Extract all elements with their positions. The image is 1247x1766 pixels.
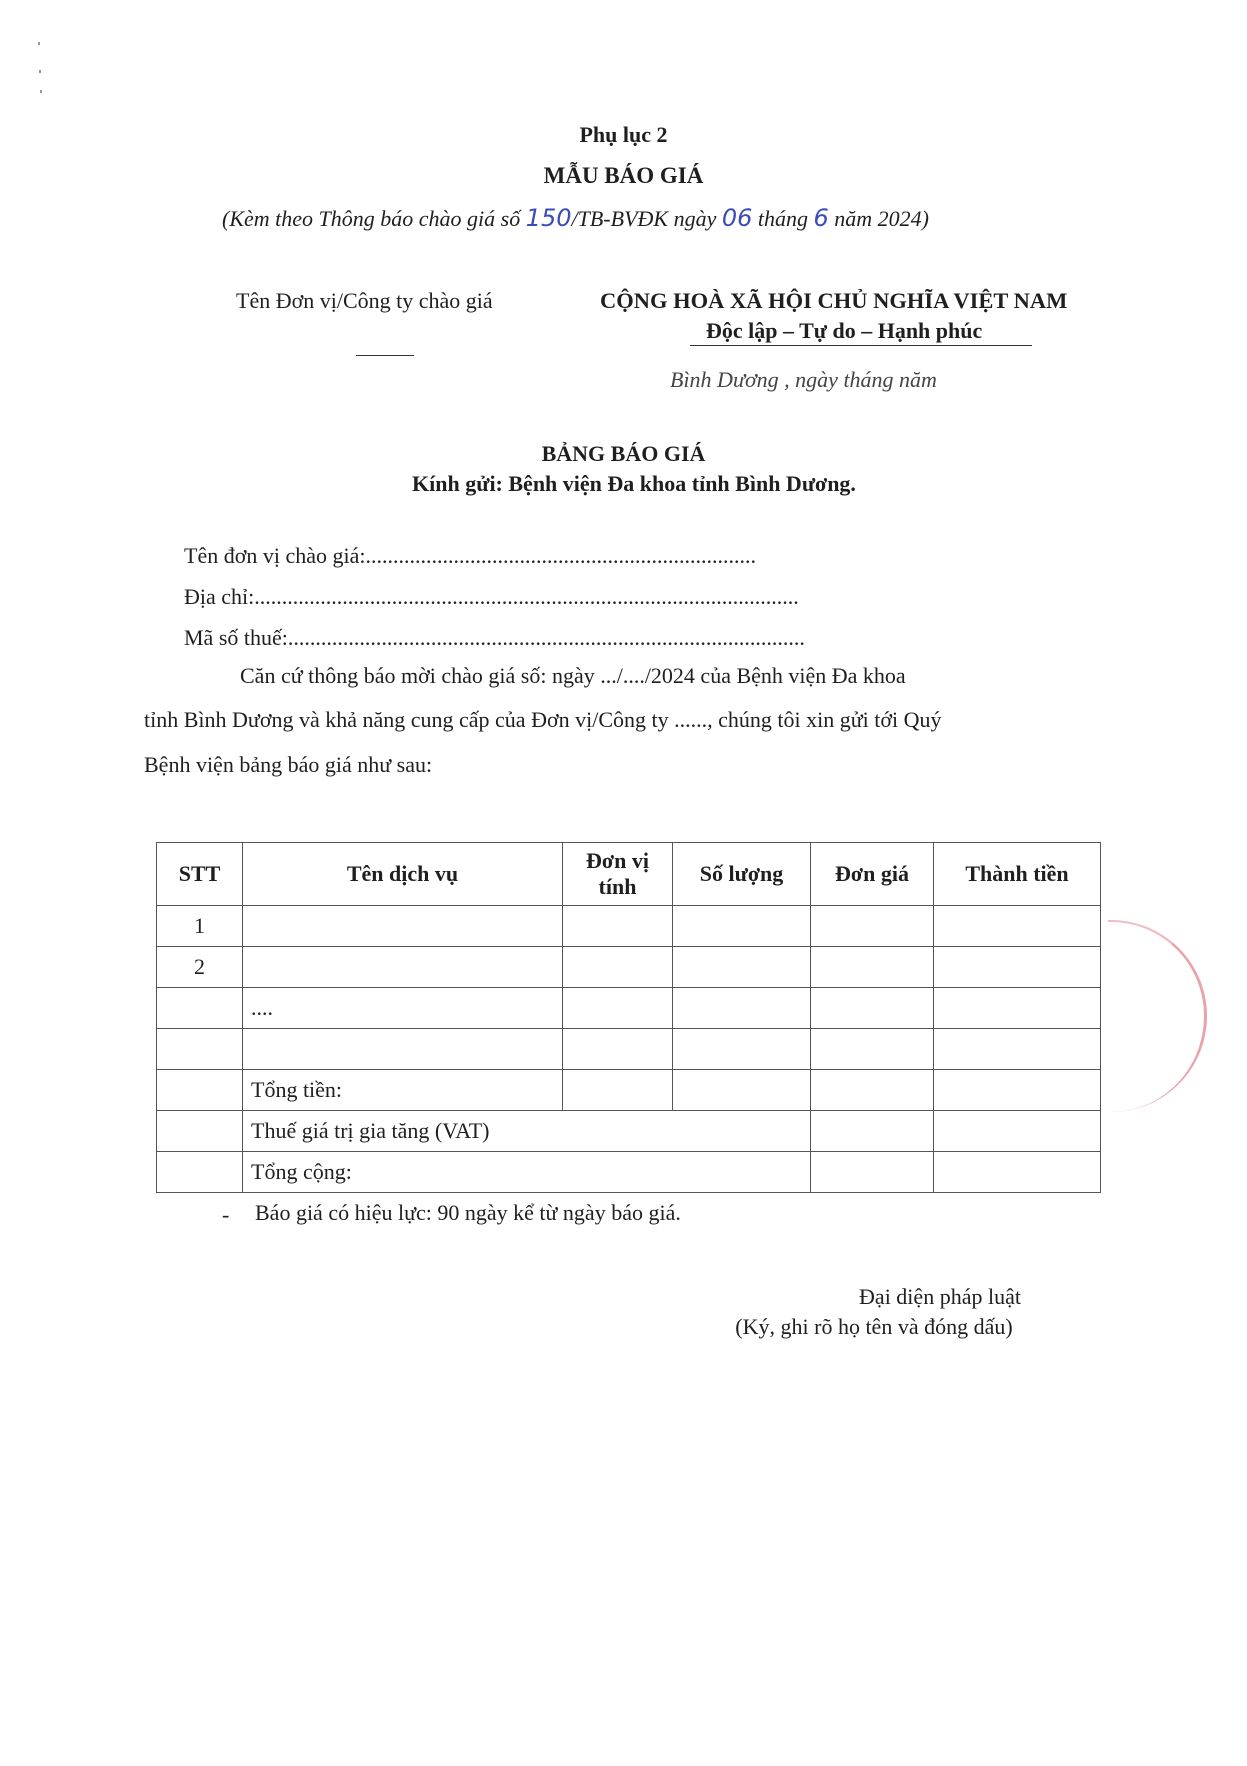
signature-instruction: (Ký, ghi rõ họ tên và đóng dấu) [735, 1314, 1013, 1339]
row-quantity [673, 988, 811, 1029]
unit-name-field: Tên đơn vị chào giá:....................................................................... [184, 543, 756, 568]
nation-title: CỘNG HOÀ XÃ HỘI CHỦ NGHĨA VIỆT NAM [600, 288, 1068, 313]
total-amount [934, 1070, 1101, 1111]
row-amount [934, 947, 1101, 988]
row-unit [563, 1029, 673, 1070]
row-stt [157, 1029, 243, 1070]
handwritten-number: 150 [525, 204, 572, 232]
row-quantity [673, 906, 811, 947]
table-row [157, 1029, 1101, 1070]
header-service-name: Tên dịch vụ [243, 843, 563, 906]
address-field: Địa chỉ:................................................................................................... [184, 584, 799, 609]
form-title: MẪU BÁO GIÁ [543, 163, 704, 188]
vat-amount [934, 1111, 1101, 1152]
header-amount: Thành tiền [934, 843, 1101, 906]
body-line-2: tỉnh Bình Dương và khả năng cung cấp của Đơn vị/Công ty ......, chúng tôi xin gửi tới Quý [144, 707, 942, 732]
row-unit-price [811, 988, 934, 1029]
row-service-name [243, 906, 563, 947]
handwritten-month: 6 [813, 204, 829, 232]
row-unit [563, 988, 673, 1029]
signature-title: Đại diện pháp luật [859, 1284, 1021, 1309]
grand-total-row [157, 1152, 1101, 1193]
row-service-name [243, 1029, 563, 1070]
tax-code-field: Mã số thuế:.............................................................................................. [184, 625, 805, 650]
company-underline [356, 355, 414, 356]
header-unit-price: Đơn giá [811, 843, 934, 906]
row-service-name: .... [243, 988, 563, 1029]
body-line-1: Căn cứ thông báo mời chào giá số: ngày .../..../2024 của Bệnh viện Đa khoa [240, 663, 906, 688]
table-row [157, 906, 1101, 947]
total-label: Tổng tiền: [243, 1070, 563, 1111]
vat-unit-price [811, 1111, 934, 1152]
appendix-label: Phụ lục 2 [579, 122, 668, 147]
table-row [157, 988, 1101, 1029]
total-row [157, 1070, 1101, 1111]
validity-note: Báo giá có hiệu lực: 90 ngày kể từ ngày báo giá. [255, 1200, 681, 1225]
scan-speck [39, 70, 41, 73]
table-row [157, 947, 1101, 988]
grand-total-unit-price [811, 1152, 934, 1193]
row-stt: 2 [157, 947, 243, 988]
vat-stt [157, 1111, 243, 1152]
attachment-suffix: năm 2024) [834, 206, 930, 231]
row-unit-price [811, 947, 934, 988]
header-quantity: Số lượng [673, 843, 811, 906]
grand-total-amount [934, 1152, 1101, 1193]
attachment-prefix: (Kèm theo Thông báo chào giá số [222, 206, 521, 231]
vat-row [157, 1111, 1101, 1152]
row-amount [934, 906, 1101, 947]
body-line-3: Bệnh viện bảng báo giá như sau: [144, 752, 433, 777]
company-label: Tên Đơn vị/Công ty chào giá [236, 288, 493, 313]
row-quantity [673, 1029, 811, 1070]
row-unit-price [811, 906, 934, 947]
attachment-line [222, 204, 929, 232]
attachment-mid: /TB-BVĐK ngày [571, 206, 717, 231]
vat-label: Thuế giá trị gia tăng (VAT) [243, 1111, 811, 1152]
row-service-name [243, 947, 563, 988]
row-amount [934, 1029, 1101, 1070]
note-bullet: - [222, 1202, 230, 1227]
recipient-line: Kính gửi: Bệnh viện Đa khoa tỉnh Bình Dương. [412, 471, 856, 496]
scan-speck [40, 90, 42, 93]
total-quantity [673, 1070, 811, 1111]
stamp-fragment [1108, 920, 1207, 1112]
total-stt [157, 1070, 243, 1111]
place-date: Bình Dương , ngày tháng năm [670, 367, 937, 392]
row-amount [934, 988, 1101, 1029]
total-unit-price [811, 1070, 934, 1111]
row-quantity [673, 947, 811, 988]
motto: Độc lập – Tự do – Hạnh phúc [706, 318, 983, 343]
quote-title: BẢNG BÁO GIÁ [541, 441, 706, 466]
table-header-row [157, 843, 1101, 906]
attachment-month-label: tháng [757, 206, 809, 231]
row-unit [563, 906, 673, 947]
row-unit-price [811, 1029, 934, 1070]
quotation-table [156, 842, 1101, 1193]
row-unit [563, 947, 673, 988]
motto-underline [690, 345, 1032, 346]
grand-total-stt [157, 1152, 243, 1193]
total-unit [563, 1070, 673, 1111]
row-stt [157, 988, 243, 1029]
header-stt: STT [157, 843, 243, 906]
row-stt: 1 [157, 906, 243, 947]
header-unit: Đơn vị tính [563, 843, 673, 906]
grand-total-label: Tổng cộng: [243, 1152, 811, 1193]
handwritten-day: 06 [721, 204, 753, 232]
scan-speck [38, 42, 40, 45]
